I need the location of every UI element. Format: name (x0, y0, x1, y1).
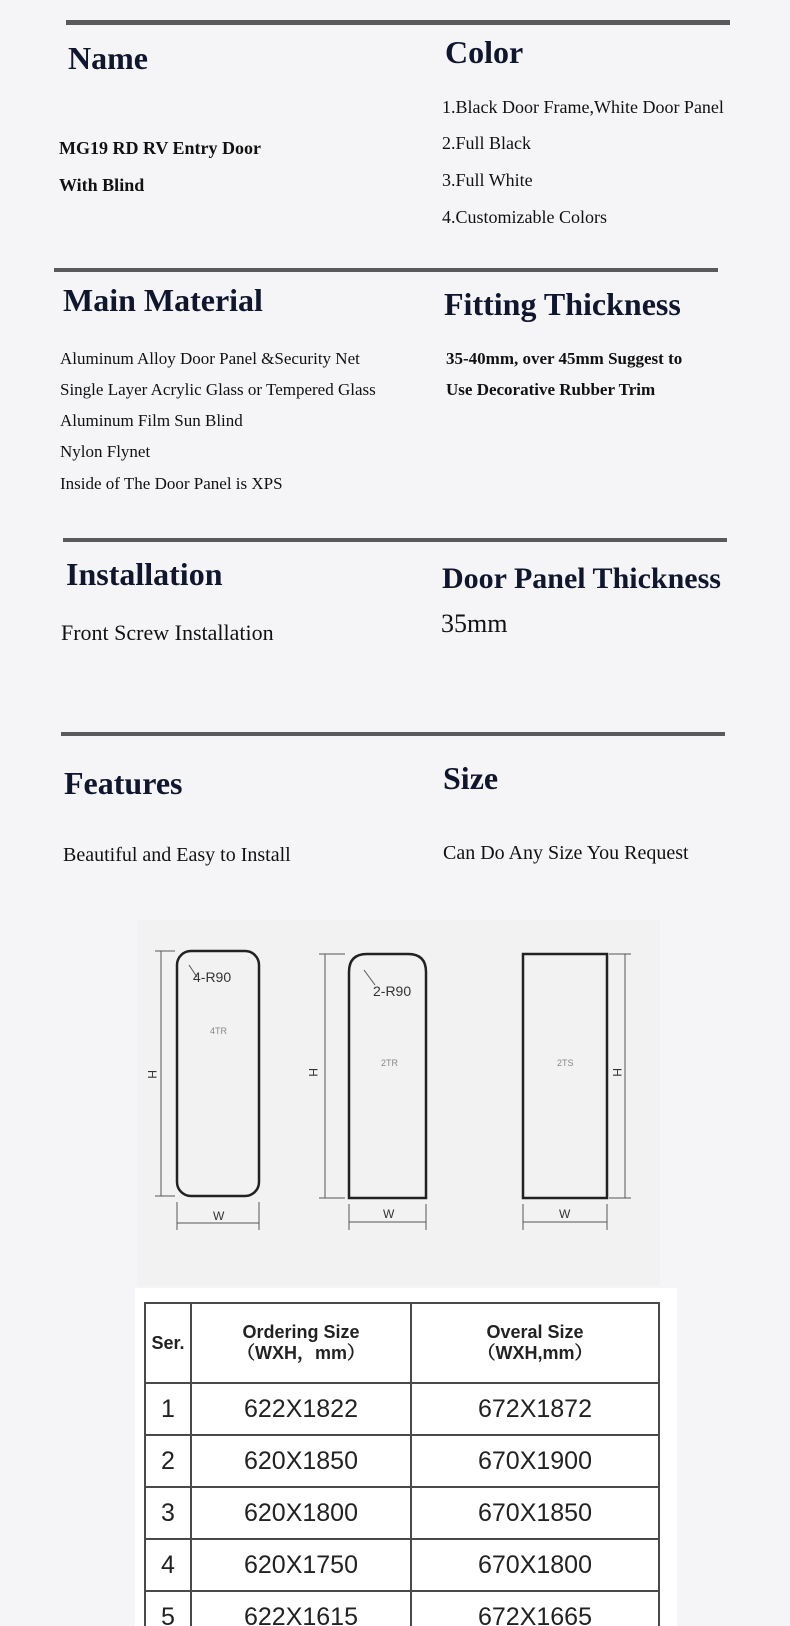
ordering-size-header (191, 1303, 411, 1383)
divider-4 (61, 732, 725, 736)
color-item-2: 2.Full Black (442, 133, 531, 153)
ser-cell: 3 (145, 1487, 191, 1539)
shape-1-center-label: 4TR (210, 1026, 228, 1036)
table-header-row (145, 1303, 659, 1383)
overall-size-cell: 672X1665 (411, 1591, 659, 1626)
color-item-4: 4.Customizable Colors (442, 207, 607, 227)
overall-size-cell: 672X1872 (411, 1383, 659, 1435)
table-row (145, 1539, 659, 1591)
fitting-line-1: 35-40mm, over 45mm Suggest to (446, 349, 683, 368)
shape-2-center-label: 2TR (381, 1058, 399, 1068)
overall-size-cell: 670X1800 (411, 1539, 659, 1591)
installation-text: Front Screw Installation (61, 620, 274, 645)
overall-size-header (411, 1303, 659, 1383)
overall-size-header-line-2: （WXH,mm） (477, 1343, 593, 1363)
color-item-3: 3.Full White (442, 170, 533, 190)
features-text: Beautiful and Easy to Install (63, 844, 291, 866)
installation-heading: Installation (66, 556, 223, 592)
overall-size-cell: 670X1900 (411, 1435, 659, 1487)
color-heading: Color (445, 34, 524, 70)
color-item-1: 1.Black Door Frame,White Door Panel (442, 97, 724, 117)
main-material-heading: Main Material (63, 282, 263, 318)
table-row (145, 1487, 659, 1539)
size-heading: Size (443, 760, 499, 796)
overall-size-header-line-1: Overal Size (486, 1322, 584, 1342)
material-item-2: Single Layer Acrylic Glass or Tempered Glass (60, 380, 376, 399)
table-row (145, 1435, 659, 1487)
material-item-5: Inside of The Door Panel is XPS (60, 474, 283, 493)
ordering-size-cell: 622X1822 (191, 1383, 411, 1435)
shape-2-height-label: H (306, 1068, 320, 1077)
shape-3-center-label: 2TS (557, 1058, 574, 1068)
shape-2ts-outline (523, 954, 607, 1198)
material-item-4: Nylon Flynet (60, 442, 151, 461)
ser-cell: 5 (145, 1591, 191, 1626)
overall-size-cell: 670X1850 (411, 1487, 659, 1539)
ordering-size-cell: 622X1615 (191, 1591, 411, 1626)
shape-3-width-label: W (559, 1207, 571, 1221)
size-table (144, 1302, 660, 1626)
divider-2 (54, 268, 718, 272)
shape-2-width-label: W (383, 1207, 395, 1221)
fitting-thickness-heading: Fitting Thickness (444, 286, 681, 322)
ser-cell: 4 (145, 1539, 191, 1591)
ordering-size-header-line-2: （WXH，mm） (236, 1343, 365, 1363)
shape-3-height-label: H (610, 1068, 624, 1077)
table-row (145, 1383, 659, 1435)
name-heading: Name (68, 40, 148, 76)
ordering-size-header-line-1: Ordering Size (242, 1322, 360, 1342)
ordering-size-cell: 620X1850 (191, 1435, 411, 1487)
shape-4tr-outline (177, 951, 259, 1196)
shape-1-corner-label: 4-R90 (193, 969, 232, 985)
size-text: Can Do Any Size You Request (443, 842, 689, 864)
material-item-3: Aluminum Film Sun Blind (60, 411, 243, 430)
fitting-line-2: Use Decorative Rubber Trim (446, 380, 656, 399)
name-line-1: MG19 RD RV Entry Door (59, 138, 262, 158)
top-divider (66, 20, 730, 25)
door-shape-drawing (137, 920, 660, 1286)
door-panel-thickness-heading: Door Panel Thickness (442, 562, 721, 595)
shape-1-width-label: W (213, 1209, 225, 1223)
door-shape-diagram (137, 920, 660, 1286)
shape-1-height-label: H (145, 1070, 159, 1079)
name-line-2: With Blind (59, 175, 145, 195)
ser-cell: 2 (145, 1435, 191, 1487)
ordering-size-cell: 620X1800 (191, 1487, 411, 1539)
shape-2-corner-label: 2-R90 (373, 983, 412, 999)
features-heading: Features (64, 765, 183, 801)
ser-header: Ser. (145, 1303, 191, 1383)
size-table-panel (135, 1288, 677, 1626)
material-item-1: Aluminum Alloy Door Panel &Security Net (60, 349, 360, 368)
ser-cell: 1 (145, 1383, 191, 1435)
divider-3 (63, 538, 727, 542)
ordering-size-cell: 620X1750 (191, 1539, 411, 1591)
table-row (145, 1591, 659, 1626)
door-panel-thickness-text: 35mm (441, 609, 508, 638)
